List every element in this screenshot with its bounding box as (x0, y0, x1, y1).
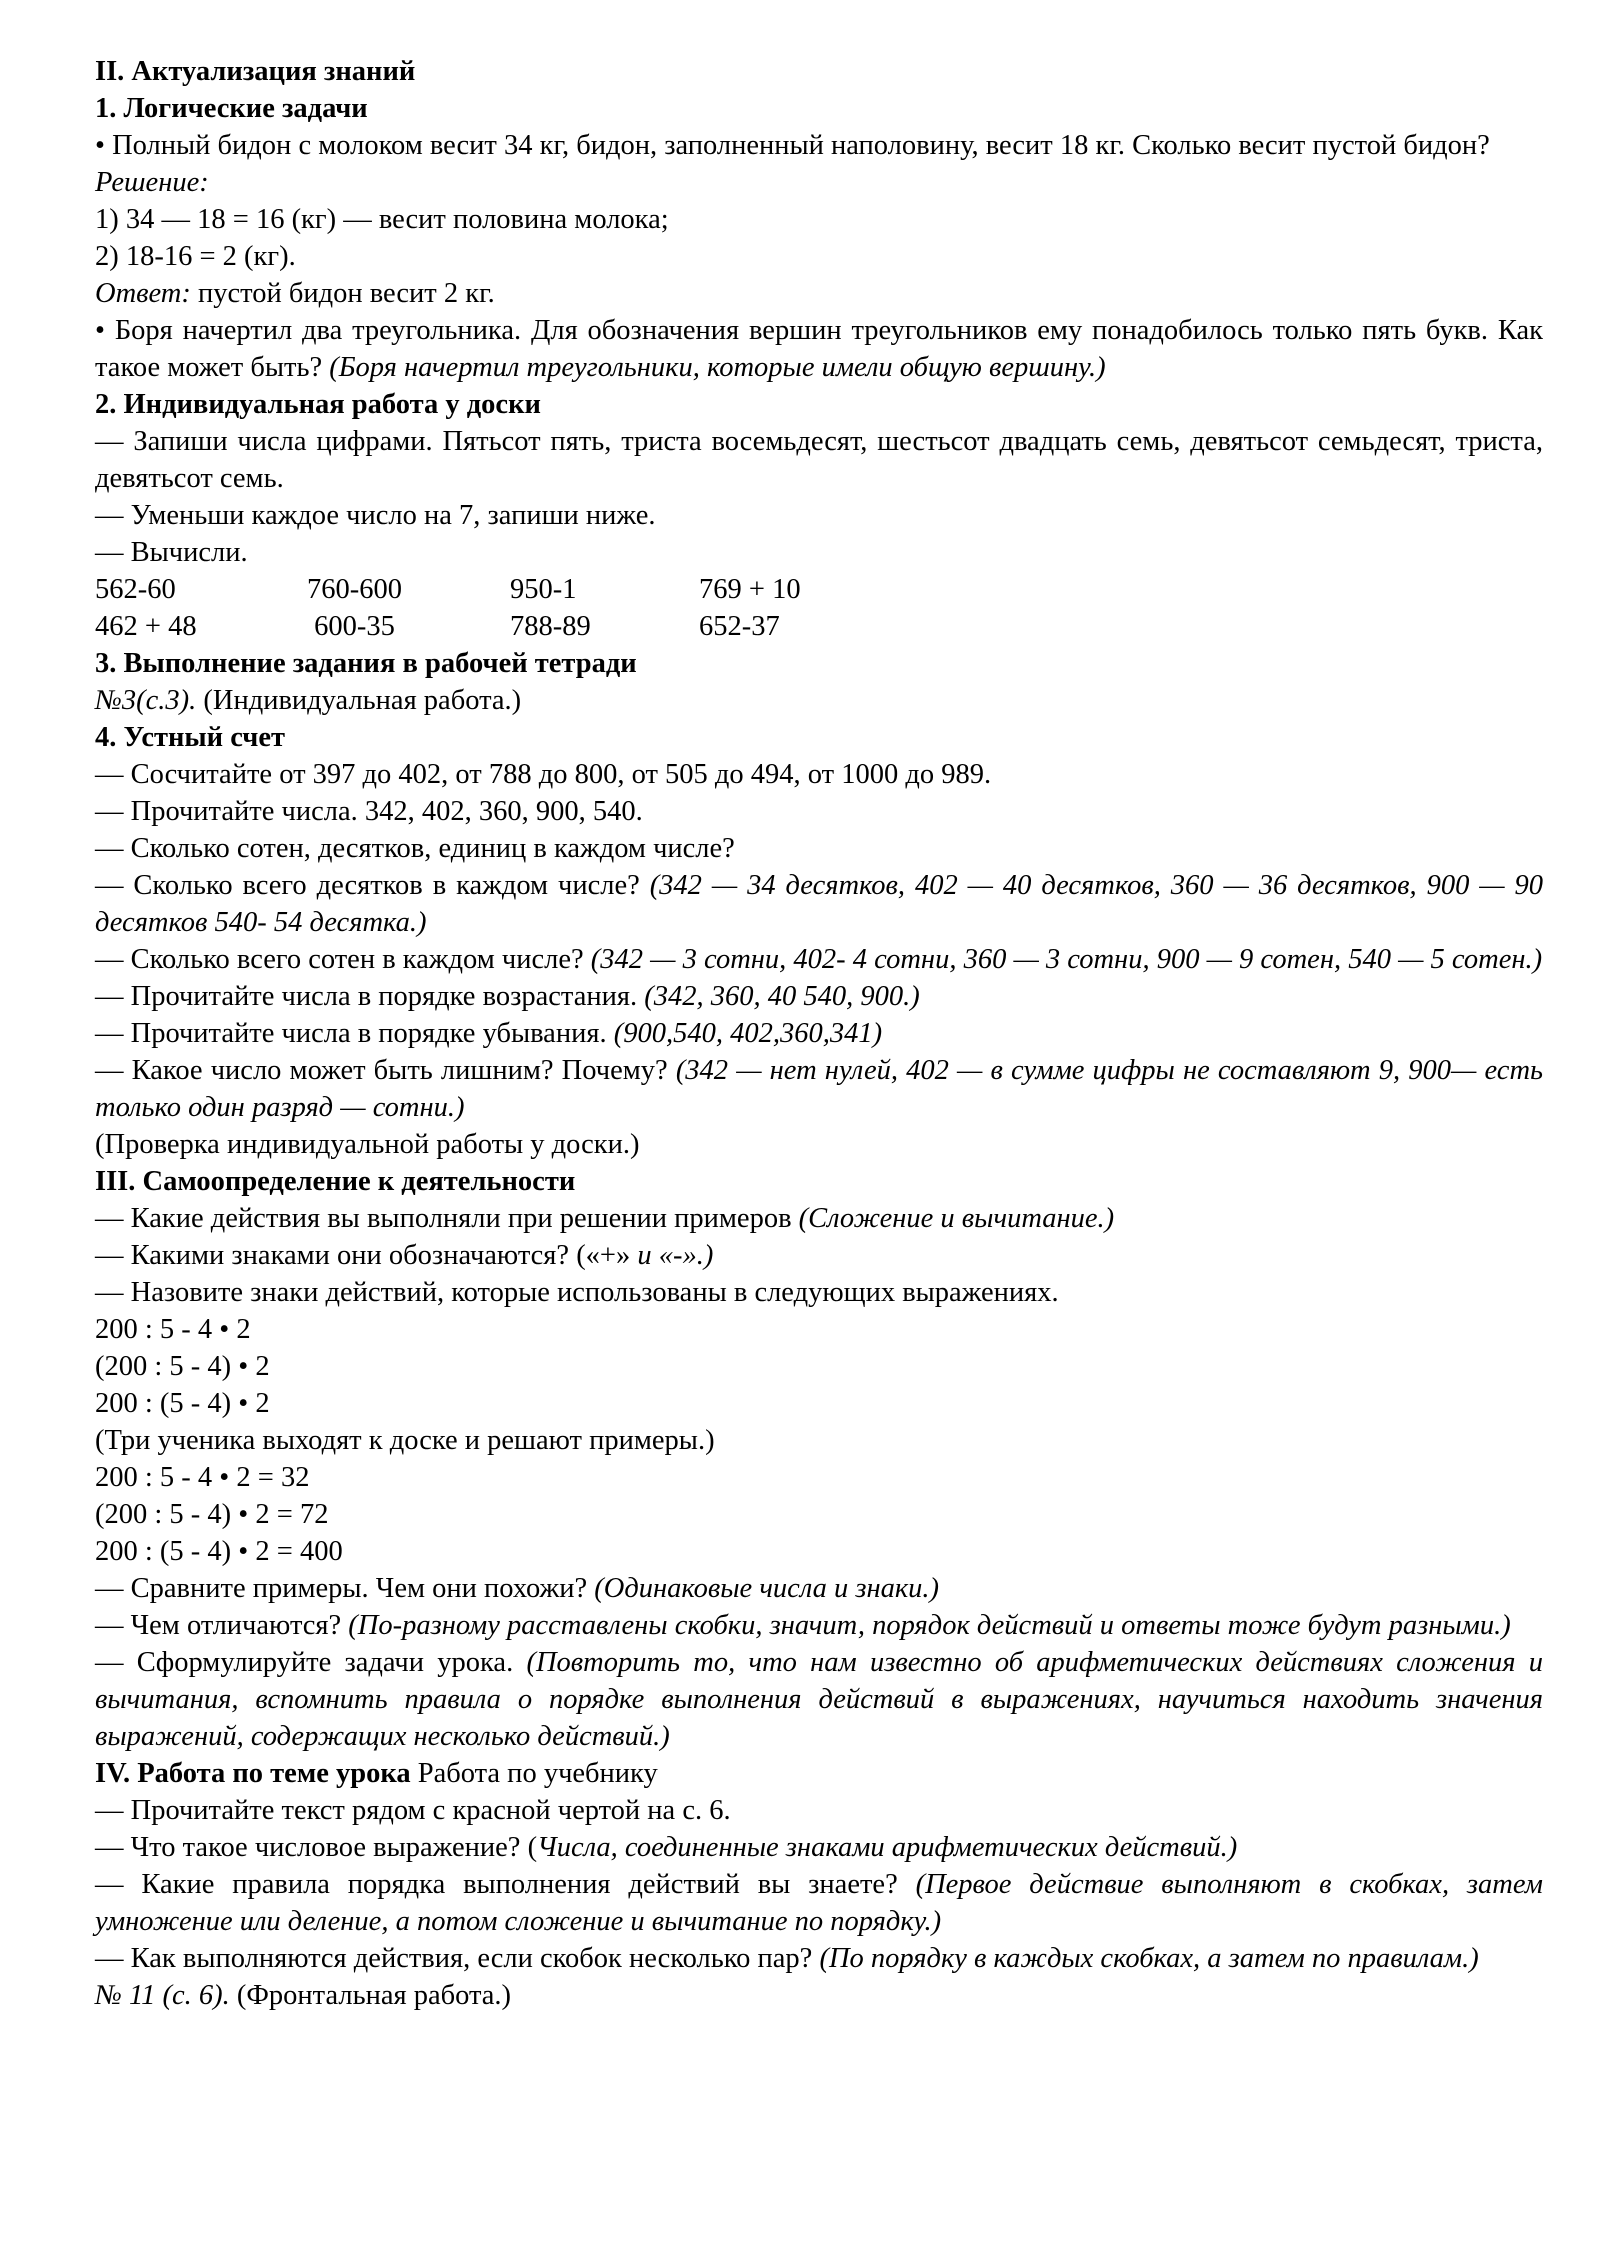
instruction-decrease: — Уменьши каждое число на 7, запиши ниже. (95, 500, 656, 531)
question-answer: (342 — 34 десятков, 402 — 40 десятков, 360 — 36 десятков, 900 — 90 десятков 540- 54 десятка.) (95, 870, 1544, 938)
question-odd-one-out (95, 1052, 1543, 1126)
task-ref: №3(с.3). (95, 685, 197, 716)
question-compare (95, 1570, 1543, 1607)
subheading-board-work: 2. Индивидуальная работа у доски (95, 389, 541, 420)
expression: 950-1 (510, 574, 577, 605)
note-check-board: (Проверка индивидуальной работы у доски.) (95, 1129, 640, 1160)
question-text: — Прочитайте числа в порядке возрастания. (95, 981, 645, 1012)
question-descending (95, 1015, 1543, 1052)
task-milk-can: • Полный бидон с молоком весит 34 кг, бидон, заполненный наполовину, весит 18 кг. Сколько весит пустой бидон? (95, 130, 1490, 161)
expression-line: 200 : (5 - 4) • 2 (95, 1388, 270, 1419)
heading-note: Работа по учебнику (410, 1758, 658, 1789)
expression-result: (200 : 5 - 4) • 2 = 72 (95, 1499, 329, 1530)
question-operations (95, 1200, 1543, 1237)
expression: 769 + 10 (699, 574, 801, 605)
question-text: — Чем отличаются? (95, 1610, 349, 1641)
expression-result: 200 : 5 - 4 • 2 = 32 (95, 1462, 310, 1493)
heading-text: IV. Работа по теме урока (95, 1758, 411, 1789)
section-heading-2: II. Актуализация знаний (95, 56, 416, 87)
frontal-task (95, 1977, 1543, 2014)
question-hundreds (95, 941, 1543, 978)
question-differ (95, 1607, 1543, 1644)
question-lesson-goals (95, 1644, 1543, 1755)
question-text: — Сравните примеры. Чем они похожи? (95, 1573, 595, 1604)
question-order-rules (95, 1866, 1543, 1940)
task-answer: (Боря начертил треугольники, которые имели общую вершину.) (329, 352, 1106, 383)
expression-result: 200 : (5 - 4) • 2 = 400 (95, 1536, 343, 1567)
task-triangles (95, 312, 1543, 386)
expression: 760-600 (307, 574, 402, 605)
question-multiple-brackets (95, 1940, 1543, 1977)
note-students-board: (Три ученика выходят к доске и решают примеры.) (95, 1425, 715, 1456)
subheading-logic-tasks: 1. Логические задачи (95, 93, 368, 124)
document-page (95, 53, 1543, 2014)
question-count: — Сосчитайте от 397 до 402, от 788 до 800, от 505 до 494, от 1000 до 989. (95, 759, 992, 790)
question-text: — Как выполняются действия, если скобок несколько пар? (95, 1943, 820, 1974)
question-answer: (342 — 3 сотни, 402- 4 сотни, 360 — 3 сотни, 900 — 9 сотен, 540 — 5 сотен.) (590, 944, 1543, 975)
expression: 600-35 (307, 611, 395, 642)
question-answer: и «-».) (637, 1240, 714, 1271)
question-name-signs: — Назовите знаки действий, которые использованы в следующих выражениях. (95, 1277, 1059, 1308)
instruction-write-numbers: — Запиши числа цифрами. Пятьсот пять, триста восемьдесят, шестьсот двадцать семь, девятьсот семьдесят, триста, девятьсот семь. (95, 426, 1543, 494)
question-text: — Сколько всего десятков в каждом числе? (95, 870, 650, 901)
question-answer: (342, 360, 40 540, 900.) (644, 981, 920, 1012)
question-answer: (По порядку в каждых скобках, а затем по правилам.) (819, 1943, 1479, 1974)
solution-step-2: 2) 18-16 = 2 (кг). (95, 241, 296, 272)
question-answer: (По-разному расставлены скобки, значит, порядок действий и ответы тоже будут разными.) (348, 1610, 1511, 1641)
question-answer: (342 — нет нулей, 402 — в сумме цифры не составляют 9, 900— есть только один разряд — сотни.) (95, 1055, 1543, 1123)
question-numeric-expression (95, 1829, 1543, 1866)
question-place-values: — Сколько сотен, десятков, единиц в каждом числе? (95, 833, 735, 864)
expression: 652-37 (699, 611, 780, 642)
question-text: — Какими знаками они обозначаются? («+» (95, 1240, 638, 1271)
workbook-task (95, 682, 1543, 719)
question-answer: Числа, соединенные знаками арифметических действий.) (537, 1832, 1238, 1863)
task-mode: (Индивидуальная работа.) (196, 685, 522, 716)
question-answer: (Сложение и вычитание.) (798, 1203, 1115, 1234)
section-heading-4 (95, 1755, 1543, 1792)
question-text: — Сформулируйте задачи урока. (95, 1647, 527, 1678)
question-text: — Что такое числовое выражение? ( (95, 1832, 538, 1863)
question-text: — Какие действия вы выполняли при решении примеров (95, 1203, 799, 1234)
expression: 562-60 (95, 574, 176, 605)
instruction-read-text: — Прочитайте текст рядом с красной чертой на с. 6. (95, 1795, 731, 1826)
question-answer: (Повторить то, что нам известно об арифметических действиях сложения и вычитания, вспомнить правила о порядке выполнения действий в выражениях, научиться находить значения выражений, содержащих несколько действий.) (95, 1647, 1544, 1752)
task-ref: № 11 (с. 6). (95, 1980, 230, 2011)
solution-step-1: 1) 34 — 18 = 16 (кг) — весит половина молока; (95, 204, 669, 235)
answer-label: Ответ: (95, 278, 191, 309)
expression-line: (200 : 5 - 4) • 2 (95, 1351, 270, 1382)
expression: 788-89 (510, 611, 591, 642)
question-answer: (Одинаковые числа и знаки.) (594, 1573, 940, 1604)
question-text: — Сколько всего сотен в каждом числе? (95, 944, 591, 975)
question-read-numbers: — Прочитайте числа. 342, 402, 360, 900, 540. (95, 796, 643, 827)
expression: 462 + 48 (95, 611, 197, 642)
subheading-workbook: 3. Выполнение задания в рабочей тетради (95, 648, 637, 679)
answer-line (95, 275, 1543, 312)
question-signs (95, 1237, 1543, 1274)
solution-label: Решение: (95, 167, 209, 198)
instruction-calculate: — Вычисли. (95, 537, 248, 568)
question-answer: (900,540, 402,360,341) (613, 1018, 883, 1049)
question-ascending (95, 978, 1543, 1015)
question-answer: (Первое действие выполняют в скобках, затем умножение или деление, а потом сложение и вычитание по порядку.) (95, 1869, 1543, 1937)
section-heading-3: III. Самоопределение к деятельности (95, 1166, 576, 1197)
task-mode: (Фронтальная работа.) (229, 1980, 512, 2011)
task-text: • Боря начертил два треугольника. Для обозначения вершин треугольников ему понадобилось только пять букв. Как такое может быть? (95, 315, 1543, 383)
expression-row-2 (95, 608, 1543, 645)
question-tens (95, 867, 1543, 941)
expression-row-1 (95, 571, 1543, 608)
question-text: — Какие правила порядка выполнения действий вы знаете? (95, 1869, 916, 1900)
answer-text: пустой бидон весит 2 кг. (190, 278, 495, 309)
question-text: — Прочитайте числа в порядке убывания. (95, 1018, 614, 1049)
subheading-mental-math: 4. Устный счет (95, 722, 286, 753)
question-text: — Какое число может быть лишним? Почему? (95, 1055, 676, 1086)
expression-line: 200 : 5 - 4 • 2 (95, 1314, 251, 1345)
